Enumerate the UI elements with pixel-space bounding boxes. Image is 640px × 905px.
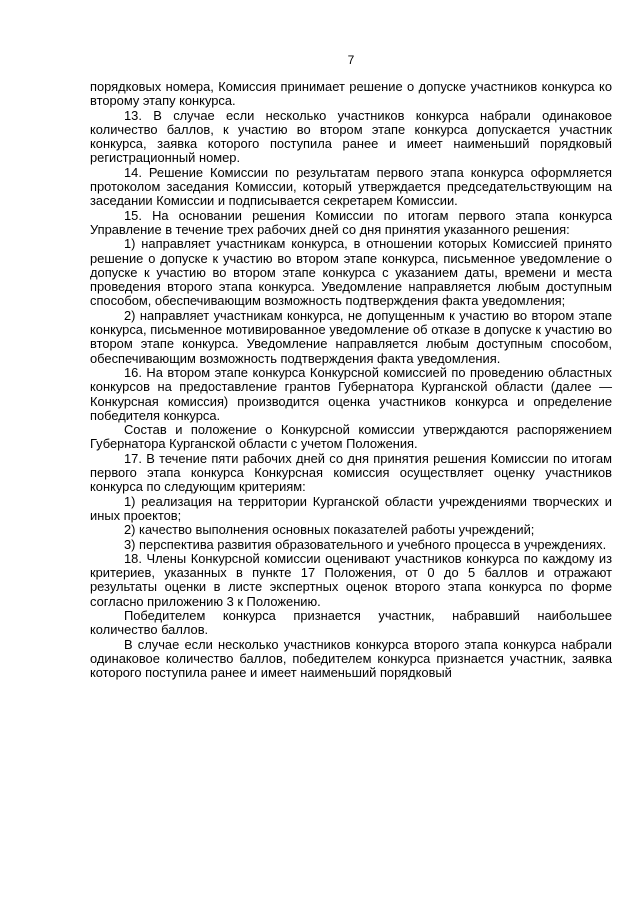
paragraph: 17. В течение пяти рабочих дней со дня принятия решения Комиссии по итогам первого этапа конкурса Конкурсная комиссия осуществляет оценку участников конкурса по следующим критериям: bbox=[90, 450, 612, 495]
paragraph: 1) реализация на территории Курганской области учреждениями творческих и иных проектов; bbox=[90, 493, 612, 523]
paragraph: 14. Решение Комиссии по результатам первого этапа конкурса оформляется протоколом заседания Комиссии, который утверждается председательствующим на заседании Комиссии и подписывается секретарем Комиссии. bbox=[90, 164, 612, 209]
paragraph: 18. Члены Конкурсной комиссии оценивают участников конкурса по каждому из критериев, указанных в пункте 17 Положения, от 0 до 5 баллов и отражают результаты оценки в листе экспертных оценок второго этапа конкурса по форме согласно приложению 3 к Положению. bbox=[90, 550, 612, 609]
paragraph: 16. На втором этапе конкурса Конкурсной комиссией по проведению областных конкурсов на предоставление грантов Губернатора Курганской области (далее — Конкурсная комиссия) производится оценка участников конкурса и определение победителя конкурса. bbox=[90, 364, 612, 423]
paragraph: 3) перспектива развития образовательного и учебного процесса в учреждениях. bbox=[124, 536, 607, 552]
paragraph: Победителем конкурса признается участник, набравший наибольшее количество баллов. bbox=[90, 607, 612, 638]
paragraph: Состав и положение о Конкурсной комиссии утверждаются распоряжением Губернатора Курганской области с учетом Положения. bbox=[90, 422, 612, 452]
paragraph: В случае если несколько участников конкурса второго этапа конкурса набрали одинаковое количество баллов, победителем конкурса признается участник, заявка которого поступила ранее и имеет наименьший порядковый bbox=[90, 636, 612, 681]
document-body bbox=[90, 80, 612, 680]
paragraph: 2) направляет участникам конкурса, не допущенным к участию во втором этапе конкурса, письменное мотивированное уведомление об отказе в допуске к участию во втором этапе конкурса. Уведомление направляется любым доступным способом, обеспечивающим возможность подтверждения факта уведомления. bbox=[90, 307, 612, 366]
paragraph: порядковых номера, Комиссия принимает решение о допуске участников конкурса ко второму этапу конкурса. bbox=[90, 79, 612, 109]
page-number: 7 bbox=[347, 53, 355, 67]
paragraph: 13. В случае если несколько участников конкурса набрали одинаковое количество баллов, к участию во втором этапе конкурса допускается участник конкурса, заявка которого поступила ранее и имеет наименьший порядковый регистрационный номер. bbox=[90, 107, 612, 166]
paragraph: 1) направляет участникам конкурса, в отношении которых Комиссией принято решение о допуске к участию во втором этапе конкурса, письменное уведомление о допуске к участию во втором этапе конкурса с указанием даты, времени и места проведения второго этапа конкурса. Уведомление направляется любым доступным способом, обеспечивающим возможность подтверждения факта уведомления; bbox=[90, 236, 612, 309]
paragraph: 15. На основании решения Комиссии по итогам первого этапа конкурса Управление в течение трех рабочих дней со дня принятия указанного решения: bbox=[90, 207, 612, 237]
paragraph: 2) качество выполнения основных показателей работы учреждений; bbox=[124, 522, 535, 538]
